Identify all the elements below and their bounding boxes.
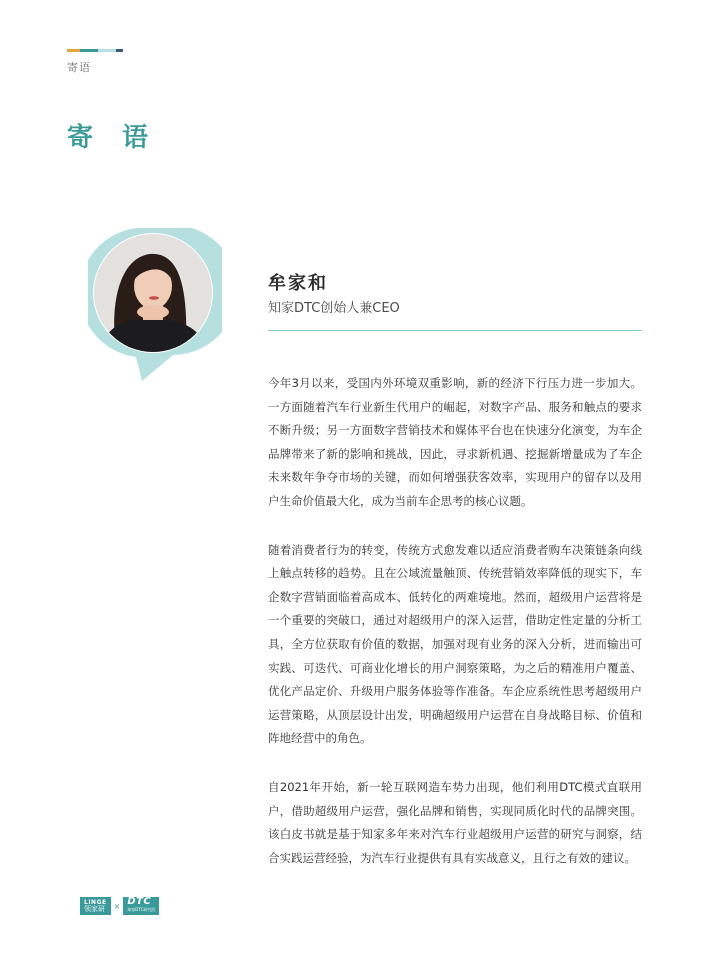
body-text [268,372,642,895]
portrait-photo-icon [88,228,222,382]
linge-logo-top: LINGE [84,899,107,906]
footer-logo [80,897,159,915]
dtc-logo [123,897,159,915]
linge-logo [80,897,111,915]
dtc-logo-top: DTC [127,896,152,907]
accent-segment-orange [67,49,80,52]
linge-logo-bottom: 领家研 [84,905,105,913]
accent-segment-navy [116,49,123,52]
paragraph-2: 随着消费者行为的转变，传统方式愈发难以适应消费者购车决策链条向线上触点转移的趋势。且在公域流量触顶、传统营销效率降低的现实下，车企数字营销面临着高成本、低转化的两难境地。然而，超级用户运营将是一个重要的突破口，通过对超级用户的深入运营，借助定性定量的分析工具，全方位获取有价值的数据，加强对现有业务的深入分析，进而输出可实践、可迭代、可商业化增长的用户洞察策略，为之后的精准用户覆盖、优化产品定价、升级用户服务体验等作准备。车企应系统性思考超级用户运营策略，从顶层设计出发，明确超级用户运营在自身战略目标、价值和阵地经营中的角色。 [268,542,642,746]
accent-segment-light-teal [98,49,116,52]
header-accent-bar [67,49,123,52]
avatar [88,228,222,382]
paragraph-1: 今年3月以来，受国内外环境双重影响，新的经济下行压力进一步加大。一方面随着汽车行业新生代用户的崛起，对数字产品、服务和触点的要求不断升级；另一方面数字营销技术和媒体平台也在快速分化演变，为车企品牌带来了新的影响和挑战，因此，寻求新机遇、挖掘新增量成为了车企未来数年争夺市场的关键，而如何增强获客效率，实现用户的留存以及用户生命价值最大化，成为当前车企思考的核心议题。 [268,376,642,508]
logo-separator: × [113,901,121,911]
page-title: 寄 语 [67,123,159,153]
dtc-logo-bottom: 知家DTC研究院 [127,907,156,912]
accent-segment-teal [80,49,98,52]
author-role: 知家DTC创始人兼CEO [268,301,400,316]
author-name: 牟家和 [268,273,328,294]
divider [268,330,642,331]
paragraph-3: 自2021年开始，新一轮互联网造车势力出现，他们利用DTC模式直联用户，借助超级用户运营，强化品牌和销售，实现同质化时代的品牌突围。该白皮书就是基于知家多年来对汽车行业超级用户运营的研究与洞察，结合实践运营经验，为汽车行业提供有具有实战意义，且行之有效的建议。 [268,779,642,865]
section-label: 寄语 [67,61,91,74]
